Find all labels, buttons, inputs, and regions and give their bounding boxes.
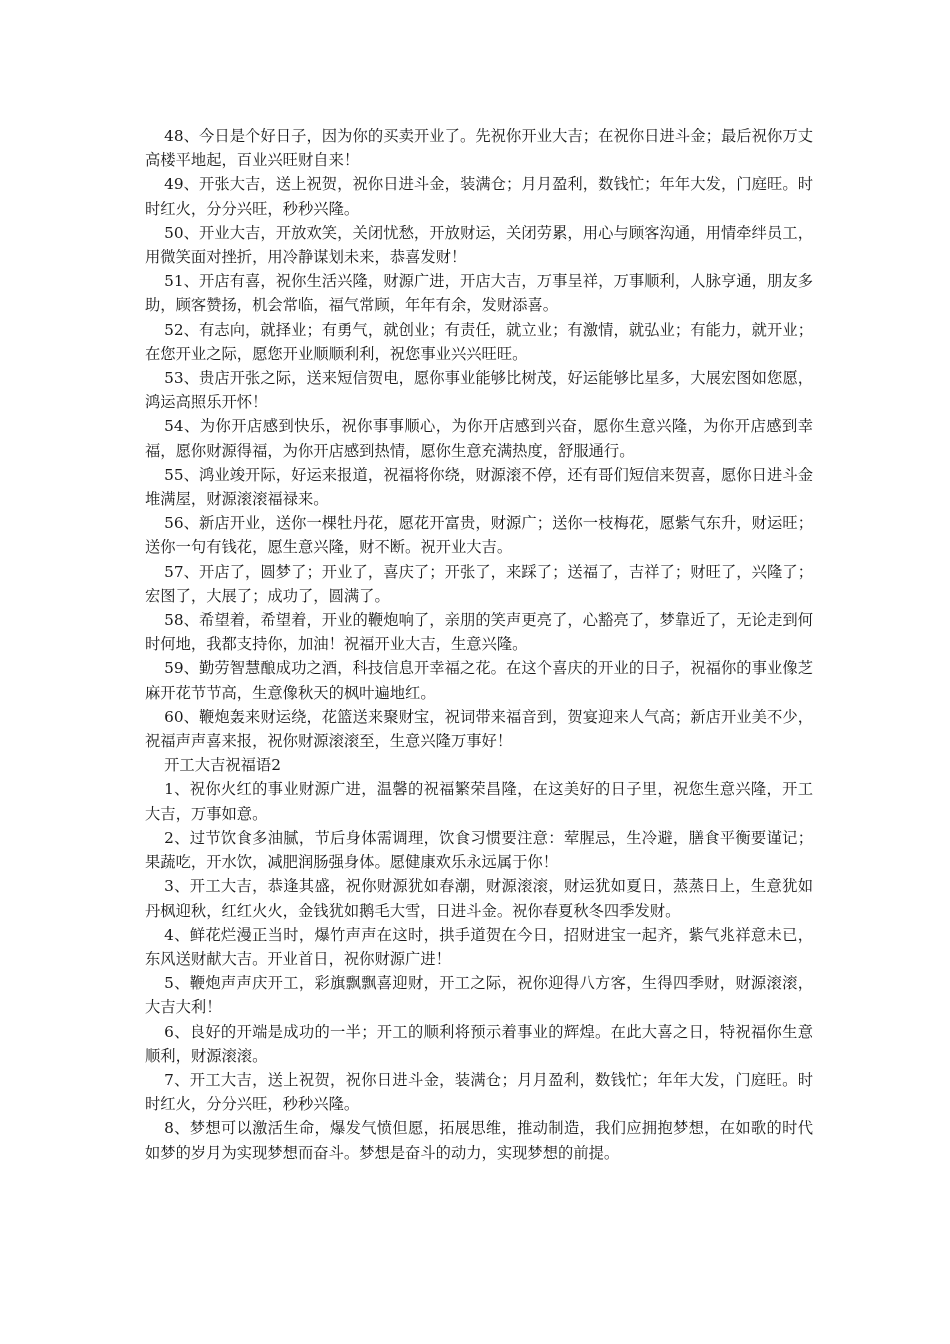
paragraph-50: 50、开业大吉，开放欢笑，关闭忧愁，开放财运，关闭劳累，用心与顾客沟通，用情牵绊员工，用微笑面对挫折，用冷静谋划未来，恭喜发财！ <box>145 223 813 267</box>
paragraph-s2-8: 8、梦想可以激活生命，爆发气愤但愿，拓展思维，推动制造，我们应拥抱梦想，在如歌的时代如梦的岁月为实现梦想而奋斗。梦想是奋斗的动力，实现梦想的前提。 <box>145 1119 813 1162</box>
document-body <box>145 124 813 1165</box>
paragraph-56: 56、新店开业，送你一棵牡丹花，愿花开富贵，财源广；送你一枝梅花，愿紫气东升，财运旺；送你一句有钱花，愿生意兴隆，财不断。祝开业大吉。 <box>145 514 813 557</box>
paragraph-s2-5: 5、鞭炮声声庆开工，彩旗飘飘喜迎财，开工之际，祝你迎得八方客，生得四季财，财源滚滚，大吉大利！ <box>145 974 813 1017</box>
paragraph-58: 58、希望着，希望着，开业的鞭炮响了，亲朋的笑声更亮了，心豁亮了，梦靠近了，无论走到何时何地，我都支持你，加油！祝福开业大吉，生意兴隆。 <box>145 611 813 654</box>
paragraph-60: 60、鞭炮轰来财运绕，花篮送来聚财宝，祝词带来福音到，贺宴迎来人气高；新店开业美不少，祝福声声喜来报，祝你财源滚滚至，生意兴隆万事好！ <box>145 707 813 751</box>
paragraph-53: 53、贵店开张之际，送来短信贺电，愿你事业能够比树茂，好运能够比星多，大展宏图如您愿，鸿运高照乐开怀！ <box>145 369 813 412</box>
paragraph-57: 57、开店了，圆梦了；开业了，喜庆了；开张了，来踩了；送福了，吉祥了；财旺了，兴隆了；宏图了，大展了；成功了，圆满了。 <box>145 562 813 605</box>
paragraph-s2-1: 1、祝你火红的事业财源广进，温馨的祝福繁荣昌隆，在这美好的日子里，祝您生意兴隆，开工大吉，万事如意。 <box>145 780 813 823</box>
paragraph-48: 48、今日是个好日子，因为你的买卖开业了。先祝你开业大吉；在祝你日进斗金；最后祝你万丈高楼平地起，百业兴旺财自来！ <box>145 127 813 170</box>
paragraph-s2-6: 6、良好的开端是成功的一半；开工的顺利将预示着事业的辉煌。在此大喜之日，特祝福你生意顺利，财源滚滚。 <box>145 1022 813 1065</box>
paragraph-s2-7: 7、开工大吉，送上祝贺，祝你日进斗金，装满仓；月月盈利，数钱忙；年年大发，门庭旺。时时红火，分分兴旺，秒秒兴隆。 <box>145 1070 813 1114</box>
section-heading: 开工大吉祝福语2 <box>164 756 281 775</box>
paragraph-55: 55、鸿业竣开际，好运来报道，祝福将你绕，财源滚不停，还有哥们短信来贺喜，愿你日进斗金堆满屋，财源滚滚福禄来。 <box>145 465 813 509</box>
paragraph-s2-4: 4、鲜花烂漫正当时，爆竹声声在这时，拱手道贺在今日，招财进宝一起齐，紫气兆祥意未已，东风送财献大吉。开业首日，祝你财源广进！ <box>145 925 813 968</box>
paragraph-59: 59、勤劳智慧酿成功之酒，科技信息开幸福之花。在这个喜庆的开业的日子，祝福你的事业像芝麻开花节节高，生意像秋天的枫叶遍地红。 <box>145 659 813 702</box>
paragraph-52: 52、有志向，就择业；有勇气，就创业；有责任，就立业；有激情，就弘业；有能力，就开业；在您开业之际，愿您开业顺顺利利，祝您事业兴兴旺旺。 <box>145 320 813 363</box>
paragraph-54: 54、为你开店感到快乐，祝你事事顺心，为你开店感到兴奋，愿你生意兴隆，为你开店感到幸福，愿你财源得福，为你开店感到热情，愿你生意充满热度，舒服通行。 <box>145 417 813 460</box>
paragraph-s2-3: 3、开工大吉，恭逢其盛，祝你财源犹如春潮，财源滚滚，财运犹如夏日，蒸蒸日上，生意犹如丹枫迎秋，红红火火，金钱犹如鹅毛大雪，日进斗金。祝你春夏秋冬四季发财。 <box>145 877 813 920</box>
paragraph-49: 49、开张大吉，送上祝贺，祝你日进斗金，装满仓；月月盈利，数钱忙；年年大发，门庭旺。时时红火，分分兴旺，秒秒兴隆。 <box>145 175 813 218</box>
paragraph-51: 51、开店有喜，祝你生活兴隆，财源广进，开店大吉，万事呈祥，万事顺利，人脉亨通，朋友多助，顾客赞扬，机会常临，福气常顾，年年有余，发财添喜。 <box>145 272 813 315</box>
paragraph-s2-2: 2、过节饮食多油腻，节后身体需调理，饮食习惯要注意：荤腥忌，生冷避，膳食平衡要谨记；果蔬吃，开水饮，减肥润肠强身体。愿健康欢乐永远属于你！ <box>145 828 813 872</box>
